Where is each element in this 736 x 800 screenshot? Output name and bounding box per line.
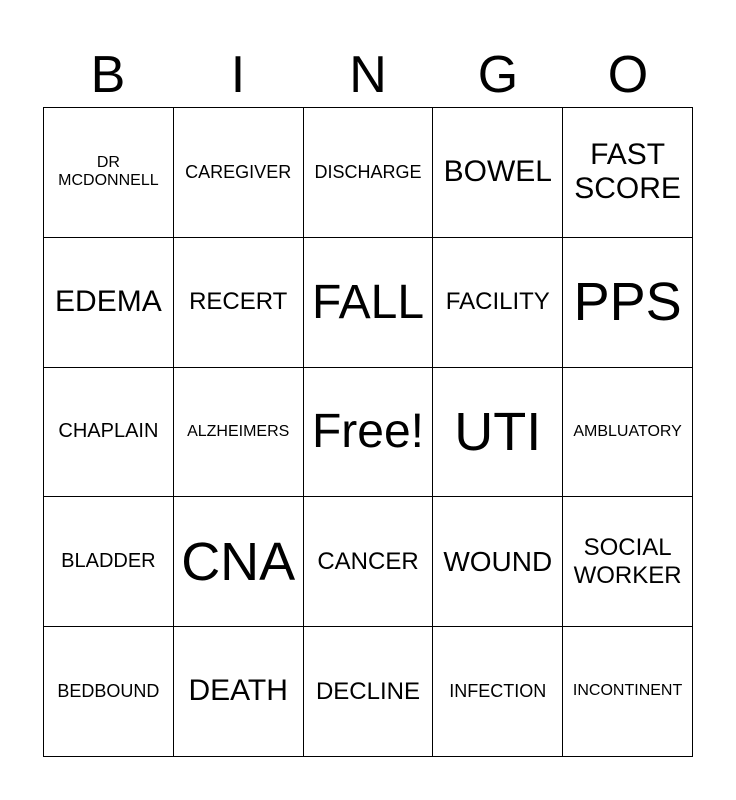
- cell-text: CHAPLAIN: [58, 420, 159, 443]
- bingo-header: [43, 42, 693, 108]
- bingo-cell[interactable]: [174, 497, 304, 627]
- bingo-cell[interactable]: [433, 108, 563, 238]
- cell-text: PPS: [573, 272, 682, 333]
- cell-text: DEATH: [188, 674, 288, 708]
- cell-text: SOCIAL WORKER: [573, 534, 682, 589]
- cell-text: DR MCDONNELL: [58, 154, 159, 190]
- free-space-cell[interactable]: [304, 368, 434, 498]
- bingo-cell[interactable]: [563, 108, 693, 238]
- cell-text: INCONTINENT: [572, 682, 683, 700]
- bingo-cell[interactable]: [304, 108, 434, 238]
- cell-text: CANCER: [317, 547, 419, 575]
- cell-text: FALL: [311, 275, 425, 329]
- bingo-cell[interactable]: [433, 238, 563, 368]
- bingo-cell[interactable]: [563, 368, 693, 498]
- bingo-cell[interactable]: [433, 497, 563, 627]
- bingo-cell[interactable]: [304, 238, 434, 368]
- bingo-cell[interactable]: [563, 238, 693, 368]
- bingo-cell[interactable]: [433, 627, 563, 757]
- cell-text: ALZHEIMERS: [187, 422, 290, 440]
- cell-text: UTI: [454, 401, 542, 462]
- header-letter-i: I: [230, 46, 246, 104]
- bingo-cell[interactable]: [174, 108, 304, 238]
- cell-text: INFECTION: [449, 681, 547, 702]
- bingo-cell[interactable]: [304, 497, 434, 627]
- header-letter-g: G: [477, 46, 519, 104]
- cell-text: WOUND: [443, 545, 553, 577]
- cell-text: EDEMA: [55, 284, 162, 318]
- bingo-cell[interactable]: [433, 368, 563, 498]
- bingo-cell[interactable]: [44, 368, 174, 498]
- cell-text: FAST SCORE: [574, 137, 681, 206]
- bingo-cell[interactable]: [44, 627, 174, 757]
- header-letter-o: O: [607, 46, 649, 104]
- bingo-cell[interactable]: [44, 108, 174, 238]
- bingo-cell[interactable]: [563, 497, 693, 627]
- cell-text: AMBLUATORY: [573, 422, 682, 440]
- bingo-cell[interactable]: [563, 627, 693, 757]
- bingo-cell[interactable]: [44, 238, 174, 368]
- cell-text: BLADDER: [61, 550, 156, 573]
- cell-text: DISCHARGE: [314, 162, 422, 183]
- bingo-grid: [43, 107, 693, 757]
- bingo-cell[interactable]: [304, 627, 434, 757]
- header-letter-b: B: [90, 46, 126, 104]
- cell-text: BEDBOUND: [57, 681, 160, 702]
- free-space-text: Free!: [311, 405, 424, 459]
- bingo-cell[interactable]: [174, 238, 304, 368]
- header-letter-n: N: [349, 46, 387, 104]
- bingo-cell[interactable]: [44, 497, 174, 627]
- bingo-cell[interactable]: [174, 368, 304, 498]
- cell-text: FACILITY: [445, 288, 550, 316]
- cell-text: BOWEL: [443, 155, 552, 189]
- cell-text: CAREGIVER: [185, 162, 292, 183]
- cell-text: DECLINE: [315, 677, 420, 705]
- cell-text: CNA: [181, 531, 296, 592]
- bingo-cell[interactable]: [174, 627, 304, 757]
- cell-text: RECERT: [189, 288, 288, 316]
